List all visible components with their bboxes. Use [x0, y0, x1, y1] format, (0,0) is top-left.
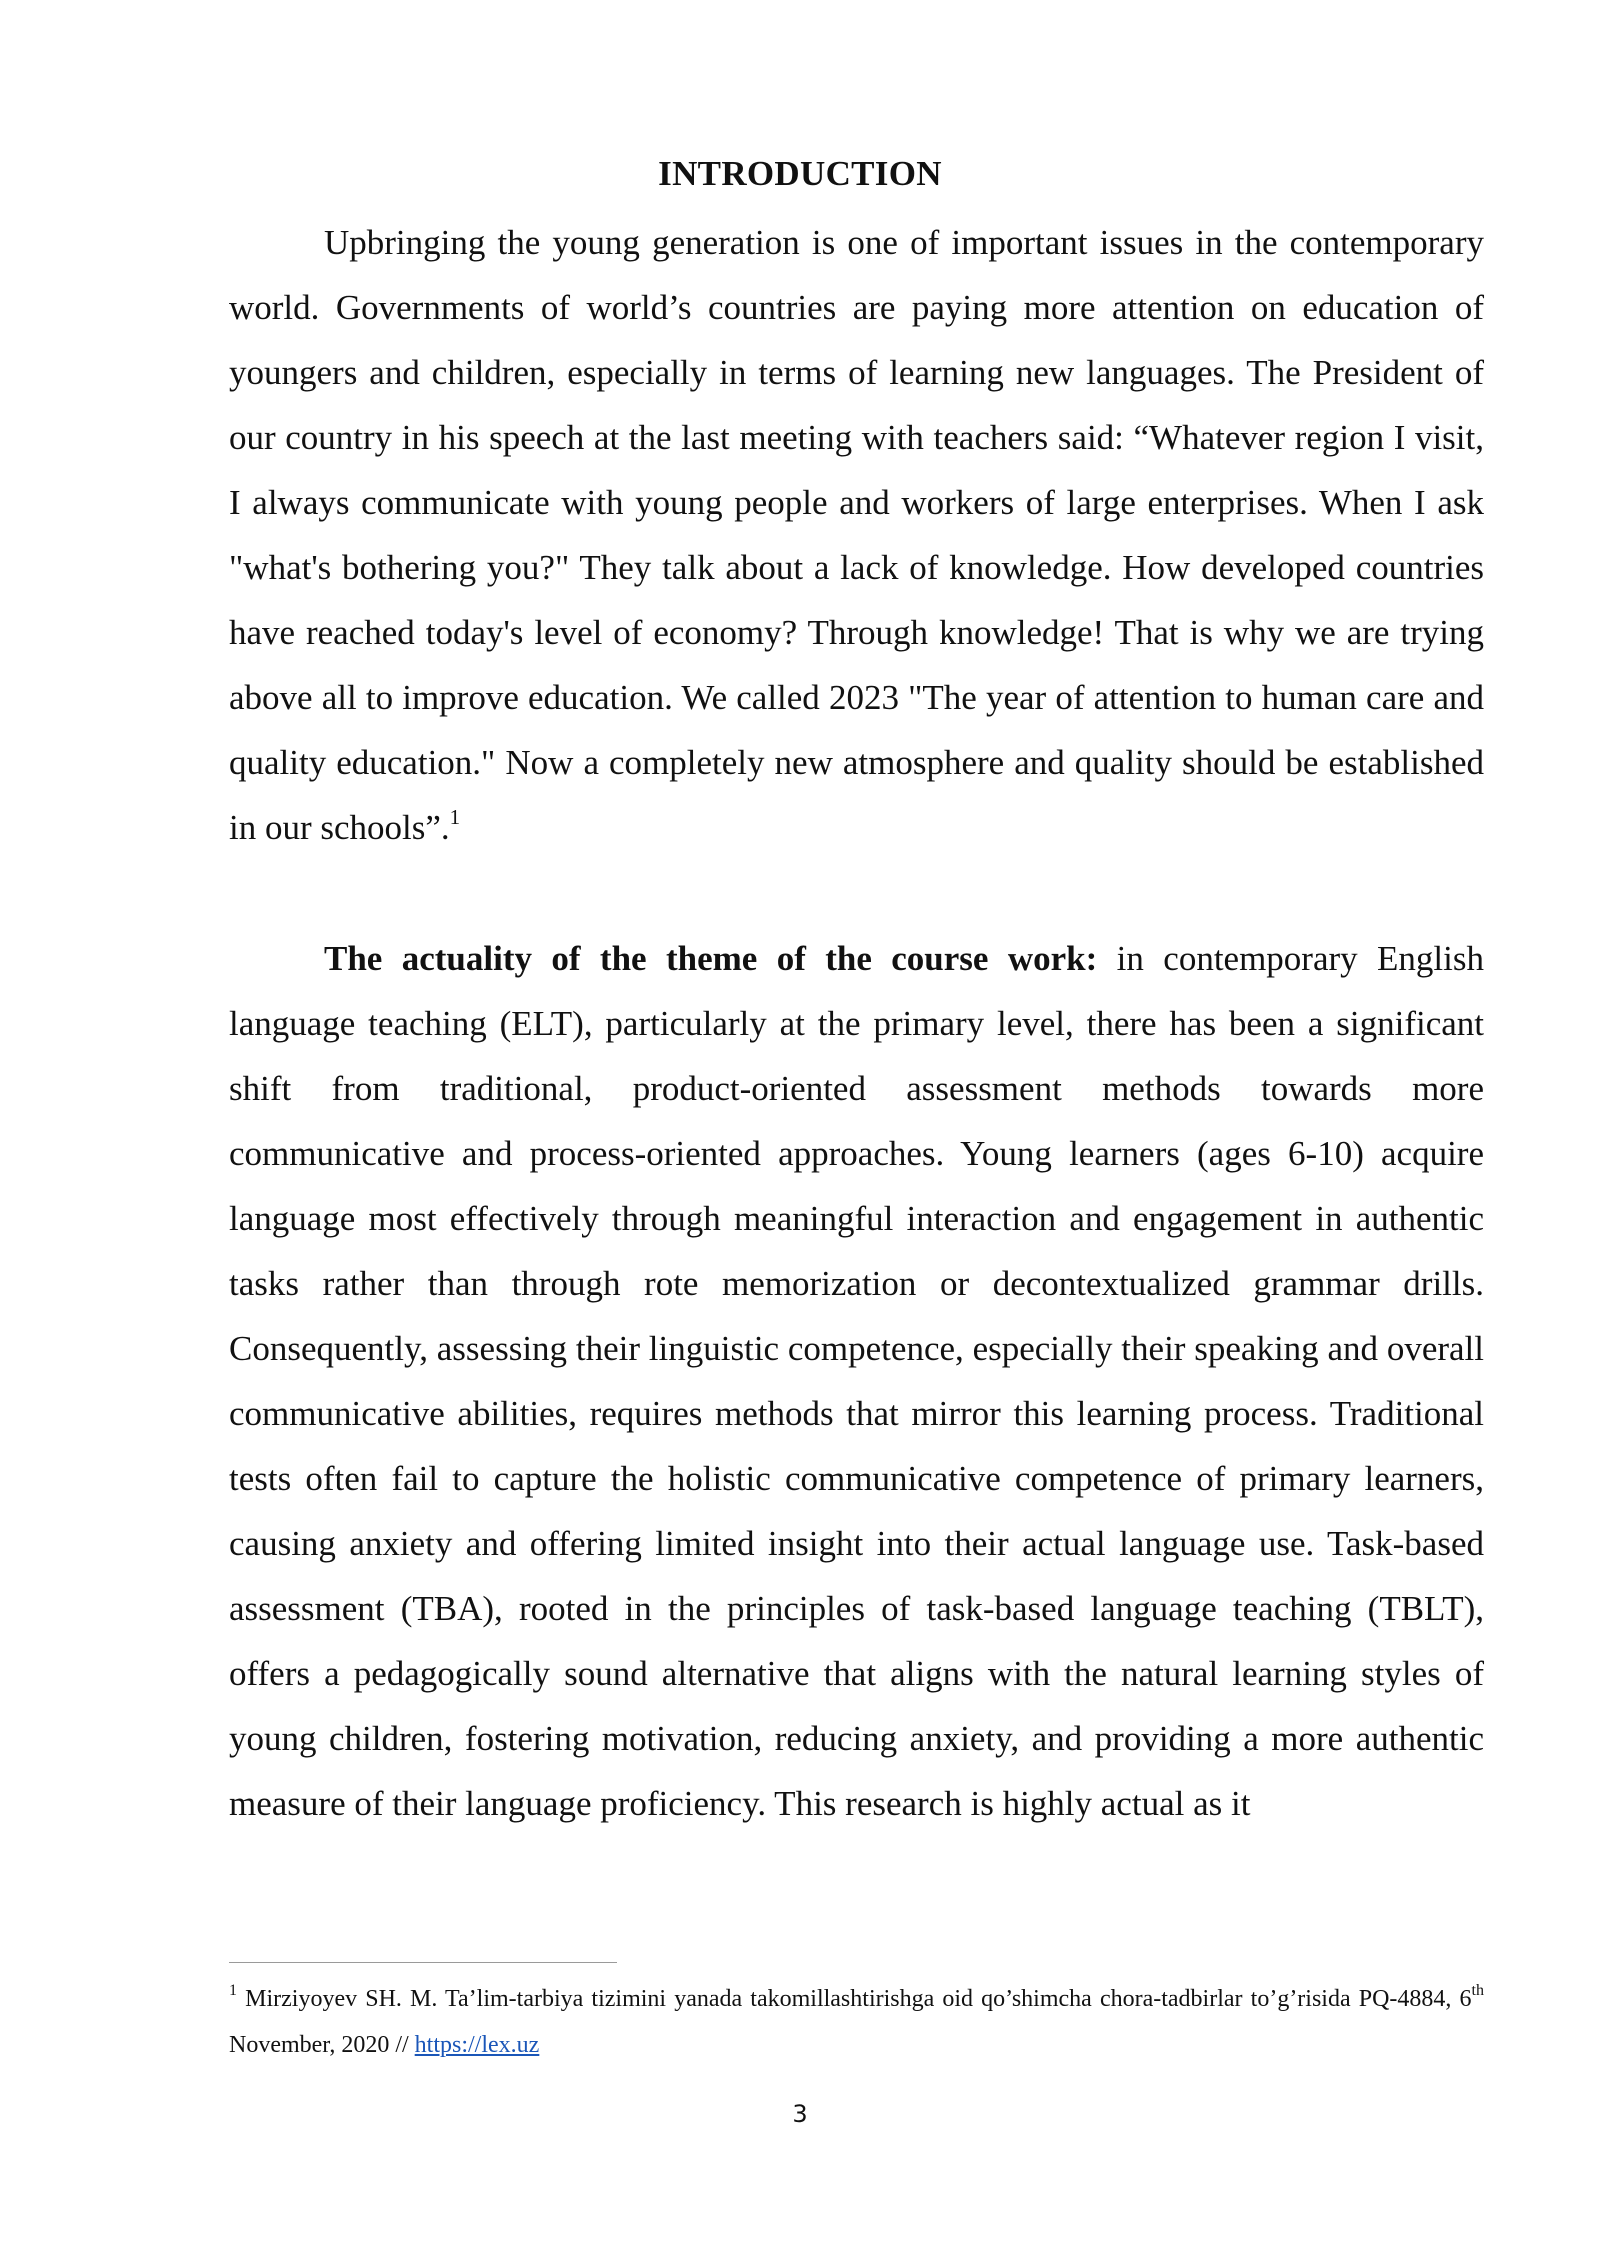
- footnote-separator: [229, 1962, 617, 1963]
- footnote-marker: 1: [229, 1982, 237, 1999]
- footnote-reference[interactable]: 1: [449, 805, 461, 830]
- actuality-lead: The actuality of the theme of the course work:: [324, 939, 1098, 978]
- footnote-link[interactable]: https://lex.uz: [414, 2032, 540, 2058]
- actuality-paragraph: [229, 926, 1484, 1836]
- intro-paragraph-text: Upbringing the young generation is one of important issues in the contemporary world. Governments of world’s countries are paying more attention on education of youngers and children, especially in terms of learning new languages. The President of our country in his speech at the last meeting with teachers said: “Whatever region I visit, I always communicate with young people and workers of large enterprises. When I ask "what's bothering you?" They talk about a lack of knowledge. How developed countries have reached today's level of economy? Through knowledge! That is why we are trying above all to improve education. We called 2023 "The year of attention to human care and quality education." Now a completely new atmosphere and quality should be established in our schools”.: [229, 223, 1484, 847]
- page-number: 3: [792, 2100, 808, 2128]
- footnote: [229, 1976, 1484, 2068]
- footnote-text: Mirziyoyev SH. M. Ta’lim-tarbiya tizimini yanada takomillashtirishga oid qo’shimcha chora-tadbirlar to’g’risida PQ-4884, 6: [237, 1986, 1472, 2012]
- footnote-text-after: November, 2020 //: [229, 2032, 415, 2058]
- section-heading: INTRODUCTION: [658, 154, 942, 193]
- actuality-paragraph-text: in contemporary English language teaching (ELT), particularly at the primary level, there has been a significant shift from traditional, product-oriented assessment methods towards more communicative and process-oriented approaches. Young learners (ages 6-10) acquire language most effectively through meaningful interaction and engagement in authentic tasks rather than through rote memorization or decontextualized grammar drills. Consequently, assessing their linguistic competence, especially their speaking and overall communicative abilities, requires methods that mirror this learning process. Traditional tests often fail to capture the holistic communicative competence of primary learners, causing anxiety and offering limited insight into their actual language use. Task-based assessment (TBA), rooted in the principles of task-based language teaching (TBLT), offers a pedagogically sound alternative that aligns with the natural learning styles of young children, fostering motivation, reducing anxiety, and providing a more authentic measure of their language proficiency. This research is highly actual as it: [229, 939, 1484, 1823]
- footnote-date-suffix: th: [1471, 1982, 1484, 1999]
- intro-paragraph: [229, 210, 1484, 860]
